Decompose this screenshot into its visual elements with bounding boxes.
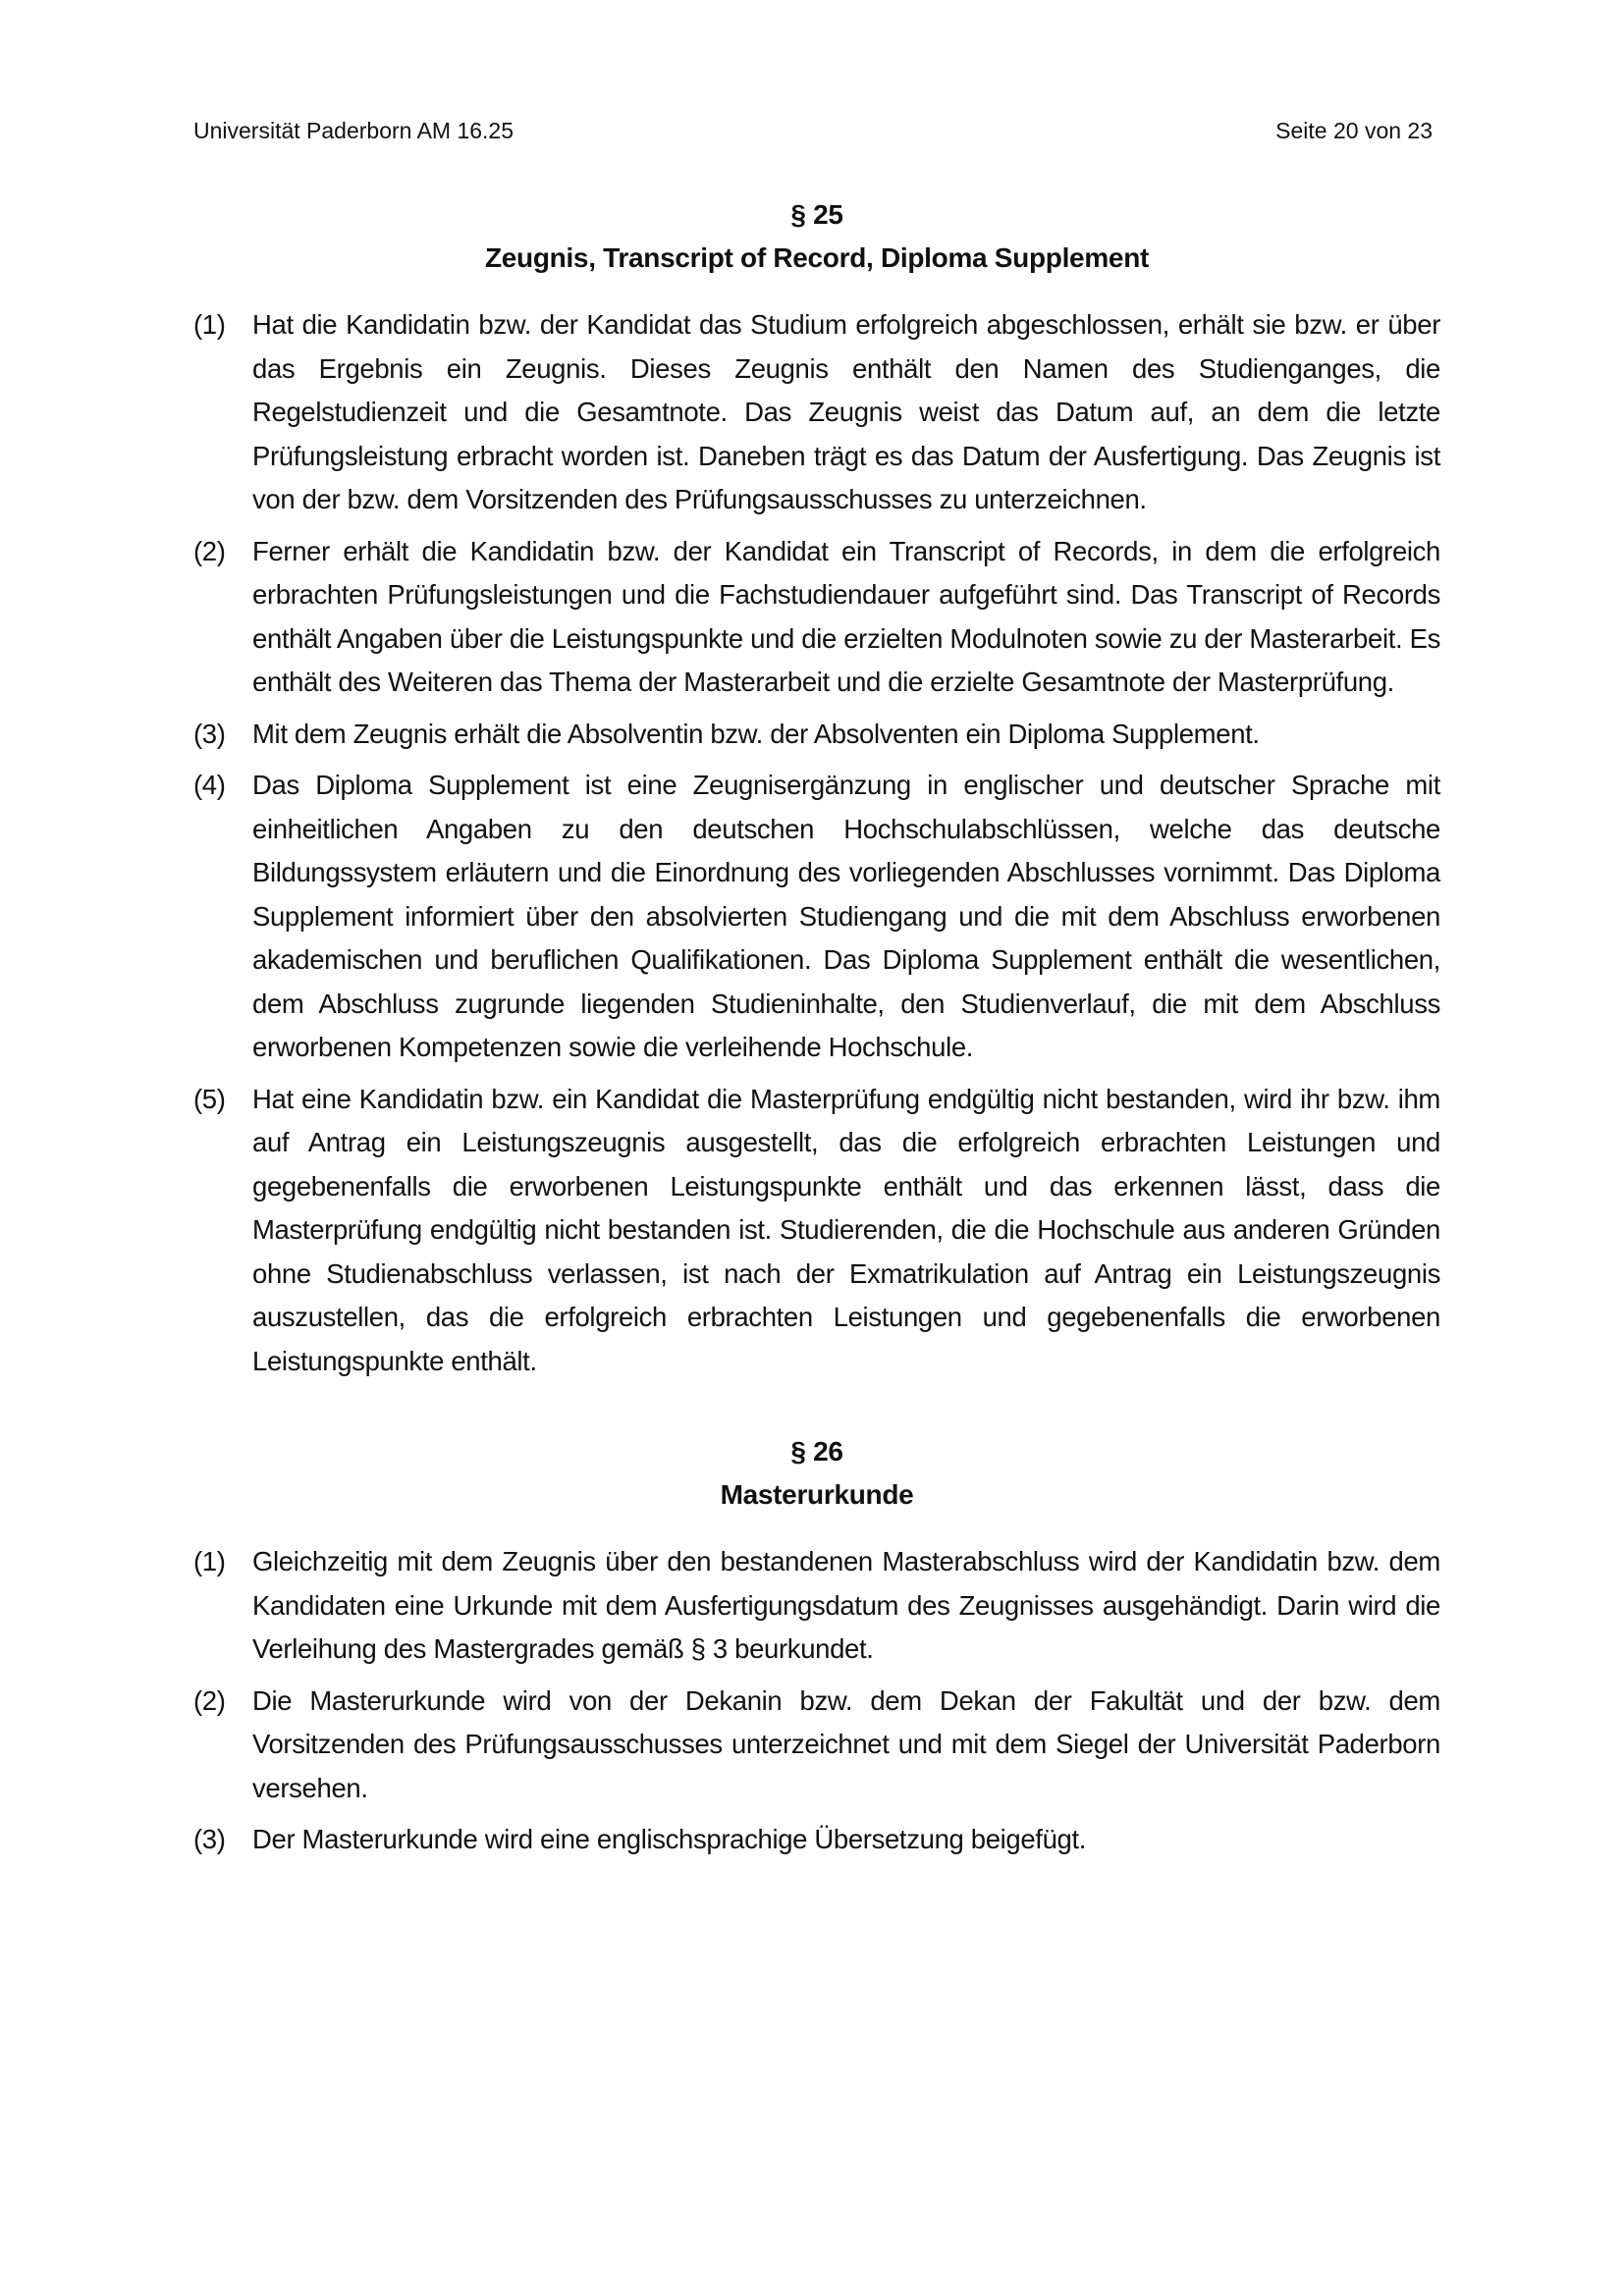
paragraph-text: Ferner erhält die Kandidatin bzw. der Kandidat ein Transcript of Records, in dem die erfolgreich erbrachten Prüfungsleistungen und die Fachstudiendauer aufgeführt sind. Das Transcript of Records enthält Angaben über die Leistungspunkte und die erzielten Modulnoten sowie zu der Masterarbeit. Es enthält des Weiteren das Thema der Masterarbeit und die erzielte Gesamtnote der Masterprüfung. [252, 535, 1440, 697]
paragraph-text: Das Diploma Supplement ist eine Zeugnisergänzung in englischer und deutscher Sprache mit einheitlichen Angaben zu den deutschen Hochschulabschlüssen, welche das deutsche Bildungssystem erläutern und die Einordnung des vorliegenden Abschlusses vornimmt. Das Diploma Supplement informiert über den absolvierten Studiengang und die mit dem Abschluss erworbenen akademischen und beruflichen Qualifikationen. Das Diploma Supplement enthält die wesentlichen, dem Abschluss zugrunde liegenden Studieninhalte, den Studienverlauf, die mit dem Abschluss erworbenen Kompetenzen sowie die verleihende Hochschule. [252, 770, 1440, 1062]
paragraph [193, 1078, 1440, 1384]
paragraph-number: (2) [193, 535, 226, 566]
paragraph-text: Der Masterurkunde wird eine englischsprachige Übersetzung beigefügt. [252, 1824, 1087, 1854]
header-institution: Universität Paderborn AM 16.25 [193, 118, 514, 143]
paragraph-number: (5) [193, 1083, 226, 1114]
header-page-number: Seite 20 von 23 [1275, 118, 1433, 143]
paragraph-number: (4) [193, 770, 226, 800]
paragraph [193, 713, 1440, 757]
section-number: § 26 [790, 1436, 843, 1467]
page-header [193, 116, 1433, 145]
paragraph [193, 303, 1440, 522]
section-25 [193, 193, 1440, 1383]
paragraph-number: (1) [193, 309, 226, 340]
paragraph [193, 1680, 1440, 1811]
paragraph-list [193, 1540, 1440, 1862]
paragraph [193, 764, 1440, 1070]
section-number: § 25 [790, 199, 843, 230]
paragraph [193, 530, 1440, 705]
paragraph-text: Hat eine Kandidatin bzw. ein Kandidat die Masterprüfung endgültig nicht bestanden, wird ihr bzw. ihm auf Antrag ein Leistungszeugnis ausgestellt, das die erfolgreich erbrachten Leistungen und gegebenenfalls die erworbenen Leistungspunkte enthält und das erkennen lässt, dass die Masterprüfung endgültig nicht bestanden ist. Studierenden, die die Hochschule aus anderen Gründen ohne Studienabschluss verlassen, ist nach der Exmatrikulation auf Antrag ein Leistungszeugnis auszustellen, das die erfolgreich erbrachten Leistungen und gegebenenfalls die erworbenen Leistungspunkte enthält. [252, 1083, 1440, 1376]
paragraph-list [193, 303, 1440, 1383]
paragraph-number: (3) [193, 1824, 226, 1854]
paragraph-text: Mit dem Zeugnis erhält die Absolventin bzw. der Absolventen ein Diploma Supplement. [252, 718, 1260, 749]
section-title: Masterurkunde [720, 1479, 914, 1510]
paragraph-number: (3) [193, 718, 226, 749]
paragraph-number: (2) [193, 1684, 226, 1716]
paragraph-number: (1) [193, 1546, 226, 1576]
paragraph-text: Die Masterurkunde wird von der Dekanin bzw. dem Dekan der Fakultät und der bzw. dem Vorsitzenden des Prüfungsausschusses unterzeichnet und mit dem Siegel der Universität Paderborn versehen. [252, 1684, 1440, 1803]
section-26 [193, 1430, 1440, 1862]
paragraph-text: Hat die Kandidatin bzw. der Kandidat das Studium erfolgreich abgeschlossen, erhält sie bzw. er über das Ergebnis ein Zeugnis. Dieses Zeugnis enthält den Namen des Studienganges, die Regelstudienzeit und die Gesamtnote. Das Zeugnis weist das Datum auf, an dem die letzte Prüfungsleistung erbracht worden ist. Daneben trägt es das Datum der Ausfertigung. Das Zeugnis ist von der bzw. dem Vorsitzenden des Prüfungsausschusses zu unterzeichnen. [252, 309, 1440, 514]
section-title: Zeugnis, Transcript of Record, Diploma Supplement [484, 242, 1150, 273]
document-body [193, 193, 1440, 1870]
paragraph [193, 1818, 1440, 1862]
paragraph-text: Gleichzeitig mit dem Zeugnis über den bestandenen Masterabschluss wird der Kandidatin bzw. dem Kandidaten eine Urkunde mit dem Ausfertigungsdatum des Zeugnisses ausgehändigt. Darin wird die Verleihung des Mastergrades gemäß § 3 beurkundet. [252, 1546, 1440, 1664]
paragraph [193, 1540, 1440, 1672]
